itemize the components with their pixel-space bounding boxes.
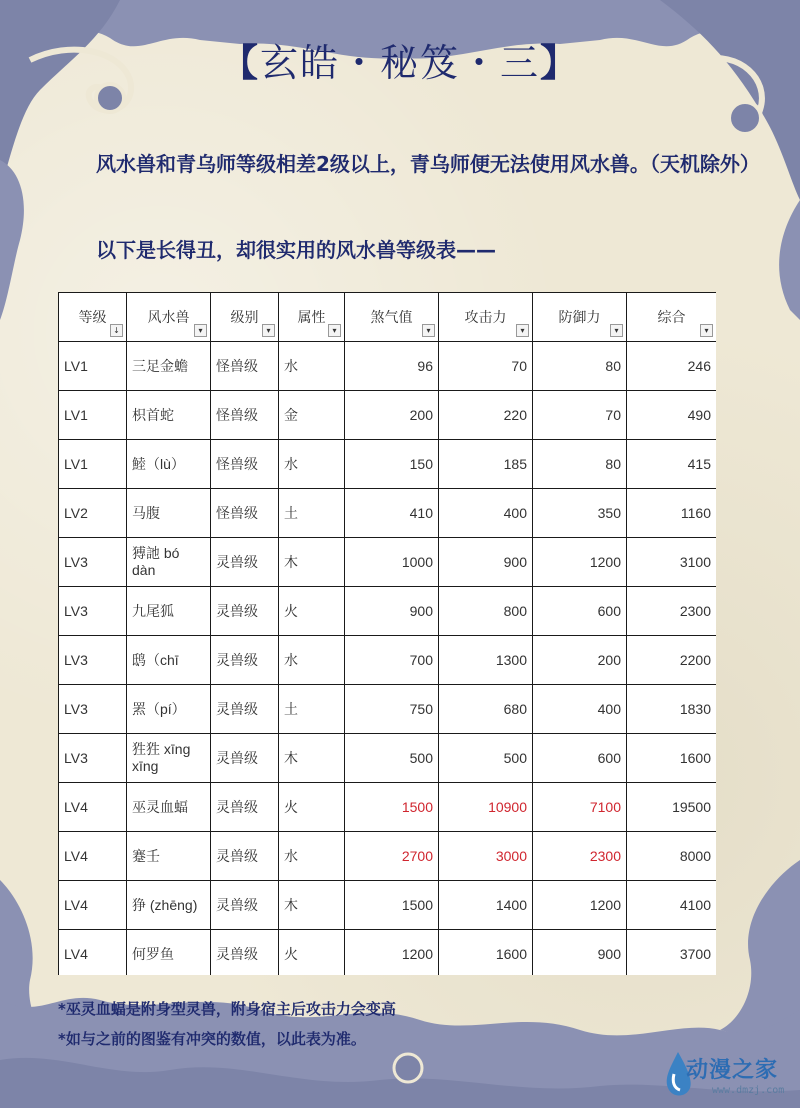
column-header-7: [627, 293, 717, 342]
table-row: [59, 342, 717, 391]
cell-rank: 灵兽级: [211, 685, 279, 734]
column-header-label: 等级: [78, 309, 107, 325]
cell-element: 水: [279, 832, 345, 881]
cell-rank: 灵兽级: [211, 881, 279, 930]
cell-atk: 400: [439, 489, 533, 538]
cell-name: 马腹: [127, 489, 211, 538]
cell-level: LV3: [59, 636, 127, 685]
cell-name: 九尾狐: [127, 587, 211, 636]
cell-atk: 10900: [439, 783, 533, 832]
column-header-label: 属性: [297, 309, 326, 325]
cell-element: 土: [279, 489, 345, 538]
cell-element: 木: [279, 538, 345, 587]
level-table-container: [58, 292, 716, 975]
cell-level: LV4: [59, 881, 127, 930]
column-header-3: [279, 293, 345, 342]
cell-def: 600: [533, 734, 627, 783]
filter-dropdown-icon[interactable]: ▾: [262, 324, 275, 337]
cell-rank: 灵兽级: [211, 538, 279, 587]
cell-level: LV4: [59, 783, 127, 832]
fengshui-beast-level-table: [58, 292, 716, 975]
cell-name: 罴（pí）: [127, 685, 211, 734]
cell-rank: 灵兽级: [211, 783, 279, 832]
cell-element: 水: [279, 342, 345, 391]
cell-sha: 410: [345, 489, 439, 538]
cell-name: 枳首蛇: [127, 391, 211, 440]
cell-def: 600: [533, 587, 627, 636]
cell-element: 水: [279, 440, 345, 489]
cell-element: 土: [279, 685, 345, 734]
table-row: [59, 489, 717, 538]
title-bracket-open: 【: [219, 41, 260, 85]
cell-rank: 灵兽级: [211, 636, 279, 685]
column-header-0: [59, 293, 127, 342]
cell-total: 8000: [627, 832, 717, 881]
filter-dropdown-icon[interactable]: ▾: [328, 324, 341, 337]
cell-level: LV3: [59, 587, 127, 636]
table-row: [59, 930, 717, 976]
footnote-2: *如与之前的图鉴有冲突的数值，以此表为准。: [58, 1030, 366, 1048]
filter-dropdown-icon[interactable]: ▾: [194, 324, 207, 337]
cell-element: 水: [279, 636, 345, 685]
cell-atk: 185: [439, 440, 533, 489]
cell-total: 4100: [627, 881, 717, 930]
cell-level: LV4: [59, 832, 127, 881]
table-row: [59, 783, 717, 832]
cell-total: 2200: [627, 636, 717, 685]
table-row: [59, 391, 717, 440]
column-header-4: [345, 293, 439, 342]
cell-name: 狌狌 xīng xīng: [127, 734, 211, 783]
footnote-1: *巫灵血蝠是附身型灵兽，附身宿主后攻击力会变高: [58, 1000, 396, 1018]
cell-element: 金: [279, 391, 345, 440]
footnotes: [58, 994, 618, 1054]
filter-dropdown-icon[interactable]: ▾: [516, 324, 529, 337]
cell-total: 1830: [627, 685, 717, 734]
cell-level: LV1: [59, 391, 127, 440]
cell-total: 1160: [627, 489, 717, 538]
cell-sha: 500: [345, 734, 439, 783]
cell-def: 80: [533, 440, 627, 489]
cell-total: 246: [627, 342, 717, 391]
cell-name: 巫灵血蝠: [127, 783, 211, 832]
table-row: [59, 832, 717, 881]
cell-total: 1600: [627, 734, 717, 783]
cell-total: 3100: [627, 538, 717, 587]
table-row: [59, 587, 717, 636]
cell-rank: 灵兽级: [211, 930, 279, 976]
cell-def: 2300: [533, 832, 627, 881]
cell-rank: 灵兽级: [211, 734, 279, 783]
cell-def: 70: [533, 391, 627, 440]
cell-element: 火: [279, 930, 345, 976]
column-header-label: 风水兽: [147, 309, 190, 325]
column-header-label: 防御力: [558, 309, 601, 325]
cell-level: LV3: [59, 538, 127, 587]
column-header-label: 煞气值: [370, 309, 413, 325]
table-row: [59, 636, 717, 685]
filter-dropdown-icon[interactable]: ▾: [610, 324, 623, 337]
cell-rank: 灵兽级: [211, 587, 279, 636]
cell-atk: 900: [439, 538, 533, 587]
table-row: [59, 685, 717, 734]
column-header-2: [211, 293, 279, 342]
table-row: [59, 440, 717, 489]
watermark-url: www.dmzj.com: [712, 1085, 785, 1096]
cell-atk: 3000: [439, 832, 533, 881]
cell-total: 19500: [627, 783, 717, 832]
cell-sha: 150: [345, 440, 439, 489]
cell-atk: 800: [439, 587, 533, 636]
cell-def: 900: [533, 930, 627, 976]
cell-rank: 怪兽级: [211, 391, 279, 440]
cell-def: 7100: [533, 783, 627, 832]
cell-sha: 1500: [345, 881, 439, 930]
intro-paragraph-2: 以下是长得丑，却很实用的风水兽等级表——: [96, 238, 496, 262]
cell-element: 火: [279, 783, 345, 832]
filter-dropdown-icon[interactable]: ▾: [700, 324, 713, 337]
cell-level: LV1: [59, 342, 127, 391]
cell-atk: 1600: [439, 930, 533, 976]
cell-level: LV1: [59, 440, 127, 489]
cell-name: 何罗鱼: [127, 930, 211, 976]
cell-name: 三足金蟾: [127, 342, 211, 391]
cell-def: 80: [533, 342, 627, 391]
cell-atk: 1400: [439, 881, 533, 930]
cell-rank: 怪兽级: [211, 440, 279, 489]
column-header-1: [127, 293, 211, 342]
page-title: [0, 32, 800, 87]
cell-atk: 220: [439, 391, 533, 440]
intro-paragraph-1: 风水兽和青乌师等级相差2级以上，青乌师便无法使用风水兽。（天机除外）: [96, 152, 760, 176]
cell-level: LV4: [59, 930, 127, 976]
cell-sha: 200: [345, 391, 439, 440]
cell-atk: 1300: [439, 636, 533, 685]
cell-sha: 1000: [345, 538, 439, 587]
column-header-label: 攻击力: [464, 309, 507, 325]
cell-name: 鯥（lù）: [127, 440, 211, 489]
table-row: [59, 881, 717, 930]
cell-sha: 2700: [345, 832, 439, 881]
cell-total: 3700: [627, 930, 717, 976]
cell-level: LV3: [59, 734, 127, 783]
cell-sha: 96: [345, 342, 439, 391]
cell-def: 400: [533, 685, 627, 734]
cell-name: 蹇壬: [127, 832, 211, 881]
column-header-5: [439, 293, 533, 342]
cell-rank: 怪兽级: [211, 489, 279, 538]
cell-element: 木: [279, 734, 345, 783]
cell-sha: 700: [345, 636, 439, 685]
table-row: [59, 538, 717, 587]
cell-atk: 70: [439, 342, 533, 391]
cell-sha: 750: [345, 685, 439, 734]
cell-name: 狰 (zhēng): [127, 881, 211, 930]
cell-rank: 灵兽级: [211, 832, 279, 881]
table-body: [59, 342, 717, 976]
filter-dropdown-icon[interactable]: ↓: [110, 324, 123, 337]
cell-element: 木: [279, 881, 345, 930]
table-header-row: [59, 293, 717, 342]
cell-total: 490: [627, 391, 717, 440]
title-text: 玄皓・秘笈・三: [259, 41, 540, 85]
cell-name: 猼訑 bó dàn: [127, 538, 211, 587]
column-header-6: [533, 293, 627, 342]
cell-total: 415: [627, 440, 717, 489]
cell-level: LV3: [59, 685, 127, 734]
cell-sha: 900: [345, 587, 439, 636]
filter-dropdown-icon[interactable]: ▾: [422, 324, 435, 337]
column-header-label: 级别: [230, 309, 259, 325]
watermark-text: 动漫之家: [686, 1058, 779, 1083]
cell-def: 1200: [533, 538, 627, 587]
cell-rank: 怪兽级: [211, 342, 279, 391]
cell-sha: 1200: [345, 930, 439, 976]
cell-total: 2300: [627, 587, 717, 636]
cell-def: 350: [533, 489, 627, 538]
cell-def: 200: [533, 636, 627, 685]
cell-def: 1200: [533, 881, 627, 930]
cell-sha: 1500: [345, 783, 439, 832]
cell-name: 鸱（chī: [127, 636, 211, 685]
cell-atk: 500: [439, 734, 533, 783]
cell-atk: 680: [439, 685, 533, 734]
table-row: [59, 734, 717, 783]
cell-element: 火: [279, 587, 345, 636]
title-bracket-close: 】: [540, 41, 581, 85]
column-header-label: 综合: [657, 309, 686, 325]
cell-level: LV2: [59, 489, 127, 538]
